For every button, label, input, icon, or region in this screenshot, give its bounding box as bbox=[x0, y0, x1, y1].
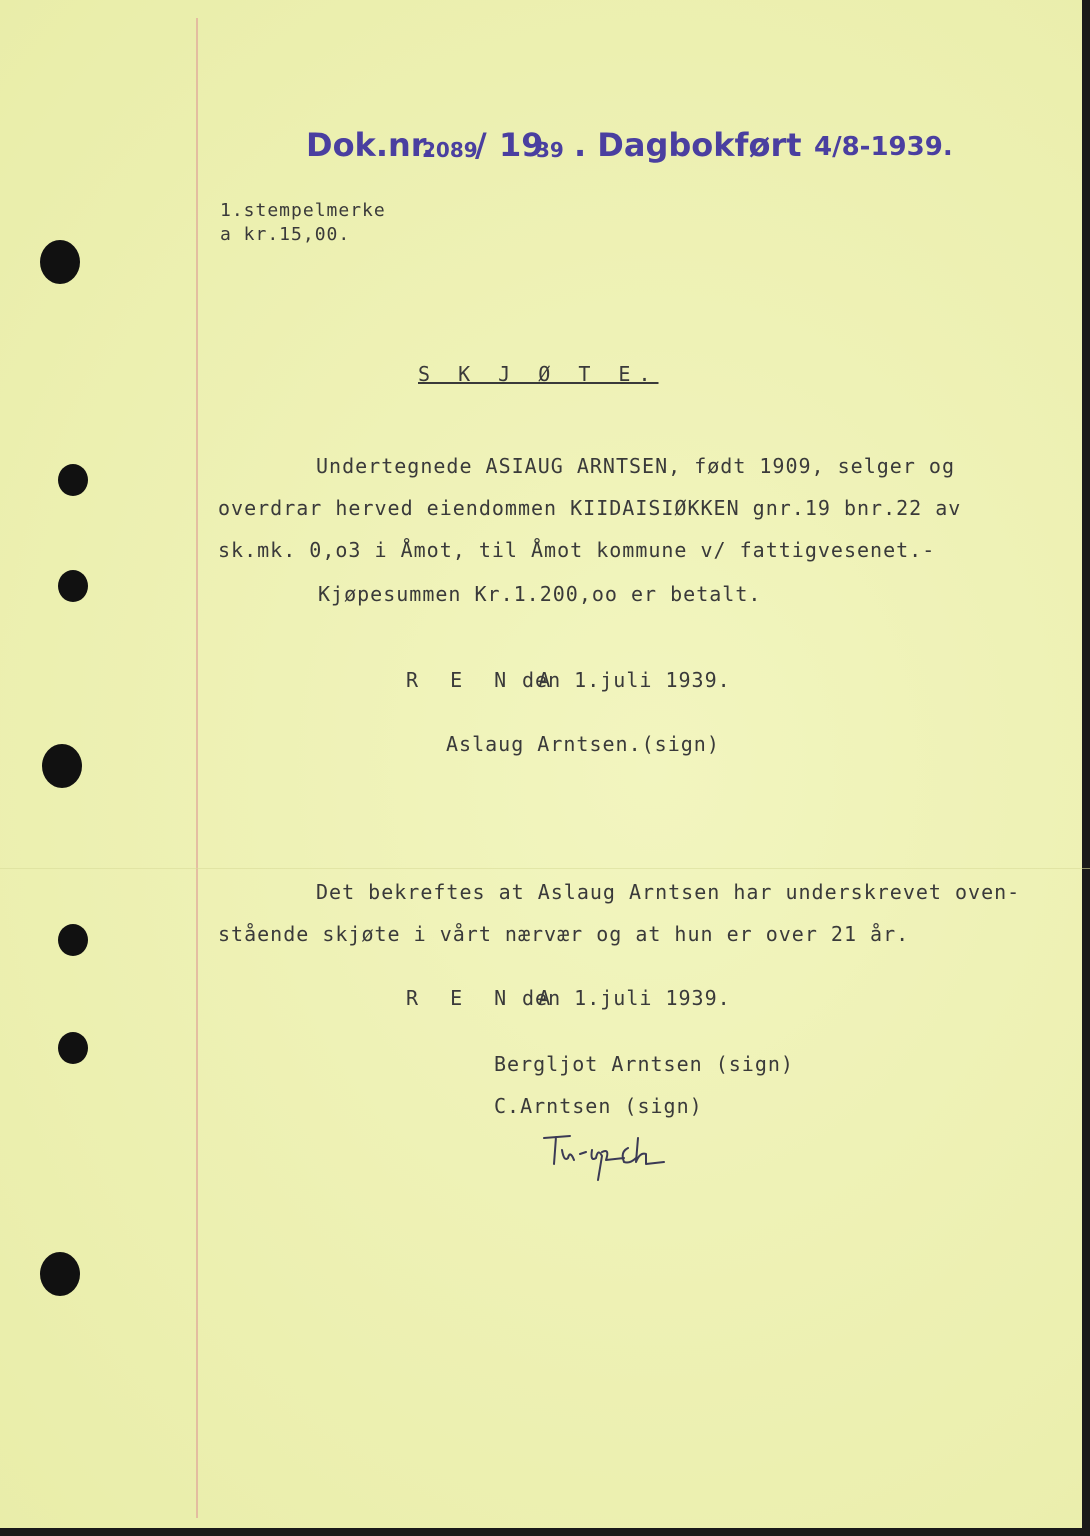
punch-hole bbox=[58, 924, 88, 956]
witness-signature-2: C.Arntsen (sign) bbox=[494, 1094, 703, 1118]
punch-hole bbox=[40, 1252, 80, 1296]
document-title: S K J Ø T E. bbox=[418, 362, 659, 386]
witness-signature-1: Bergljot Arntsen (sign) bbox=[494, 1052, 794, 1076]
fold-line bbox=[0, 868, 1090, 869]
stamp-dagbokfort: . Dagbokført bbox=[574, 126, 802, 164]
stamp-duty-line2: a kr.15,00. bbox=[220, 224, 351, 245]
scan-edge-right bbox=[1082, 0, 1090, 1536]
body-line-2: overdrar herved eiendommen KIIDAISIØKKEN gnr.19 bnr.22 av bbox=[218, 496, 962, 520]
body-line-4: Kjøpesummen Kr.1.200,oo er betalt. bbox=[318, 582, 762, 606]
stamp-date: 4/8-1939. bbox=[814, 132, 953, 162]
witness-line-1: Det bekreftes at Aslaug Arntsen har underskrevet oven- bbox=[316, 880, 1021, 904]
seller-signature: Aslaug Arntsen.(sign) bbox=[446, 732, 720, 756]
witness-line-2: stående skjøte i vårt nærvær og at hun er over 21 år. bbox=[218, 922, 910, 946]
punch-hole bbox=[58, 570, 88, 602]
stamp-year-suffix: 39 bbox=[536, 138, 564, 162]
stamp-year-prefix: 19 bbox=[499, 126, 544, 164]
punch-hole bbox=[40, 240, 80, 284]
punch-hole bbox=[42, 744, 82, 788]
stamp-slash: / bbox=[475, 126, 487, 164]
stamp-dok-label: Dok.nr. bbox=[306, 126, 435, 164]
body-line-1: Undertegnede ASIAUG ARNTSEN, født 1909, selger og bbox=[316, 454, 956, 478]
place-1: R E N A bbox=[406, 668, 561, 692]
margin-line bbox=[196, 18, 198, 1518]
date-2: den 1.juli 1939. bbox=[522, 986, 731, 1010]
place-2: R E N A bbox=[406, 986, 561, 1010]
stamp-duty-line1: 1.stempelmerke bbox=[220, 200, 386, 221]
stamp-dok-number: 2089 bbox=[422, 138, 478, 162]
scan-edge-bottom bbox=[0, 1528, 1090, 1536]
punch-hole bbox=[58, 464, 88, 496]
body-line-3: sk.mk. 0,o3 i Åmot, til Åmot kommune v/ fattigvesenet.- bbox=[218, 538, 936, 562]
date-1: den 1.juli 1939. bbox=[522, 668, 731, 692]
punch-hole bbox=[58, 1032, 88, 1064]
handwritten-signature bbox=[540, 1128, 680, 1192]
